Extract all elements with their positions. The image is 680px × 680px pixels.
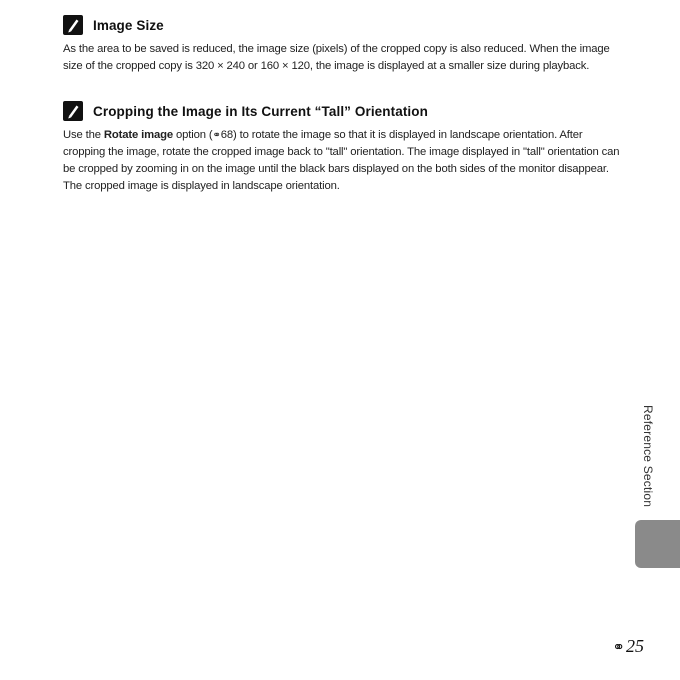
pencil-note-icon — [63, 15, 83, 35]
pencil-note-icon — [63, 101, 83, 121]
page-number — [612, 636, 644, 657]
section-tab — [635, 520, 680, 568]
reference-section-icon: ⚭ — [212, 130, 221, 141]
section-side-label: Reference Section — [641, 405, 655, 508]
reference-section-icon: ⚭ — [612, 637, 625, 656]
note-body: As the area to be saved is reduced, the image size (pixels) of the cropped copy is also reduced. When the image size of the cropped copy is 320 × 240 or 160 × 120, the image is displayed at a smaller size during playback. — [63, 43, 610, 72]
note-image-size — [63, 14, 623, 75]
note-header — [63, 14, 623, 36]
xref-page-link[interactable]: 68 — [220, 129, 233, 141]
note-header — [63, 100, 623, 122]
page-number-value: 25 — [626, 636, 644, 656]
note-cropping-tall — [63, 100, 623, 195]
body-prefix: Use the — [63, 129, 104, 141]
body-rest: ) to rotate the image so that it is displayed in landscape orientation. After cropping the image, rotate the cropped image back to "tall" orientation. The image displayed in "tall" orientation can be cropped by zooming in on the image until the black bars displayed on the both sides of the monitor disappear. The cropped image is displayed in landscape orientation. — [63, 129, 620, 192]
note-title: Image Size — [93, 17, 164, 33]
note-title: Cropping the Image in Its Current “Tall” Orientation — [93, 103, 428, 119]
note-body — [63, 127, 623, 195]
body-xref-open: option ( — [173, 129, 213, 141]
menu-option-name: Rotate image — [103, 129, 174, 141]
